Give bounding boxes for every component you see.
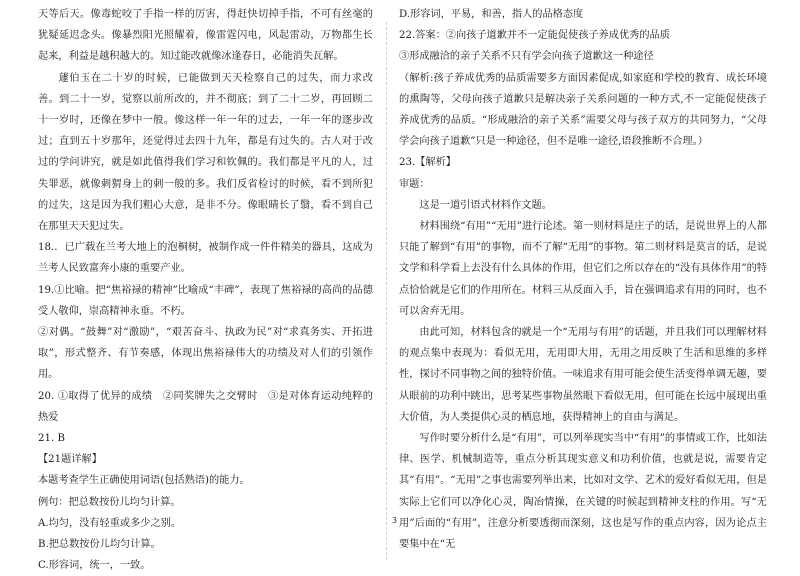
paragraph: 19.①比喻。把“焦裕禄的精神”比喻成“丰碑”，表现了焦裕禄的高尚的品德受人敬仰，崇高精神永垂。不朽。 (38, 284, 373, 317)
paragraph: A.均匀，没有轻重或多少之别。 (38, 517, 182, 529)
paragraph: （解析:孩子养成优秀的品质需要多方面因素促成,如家庭和学校的教育、成长环境的熏陶等，父母向孩子道歉只是解决亲子关系问题的一种方式,不一定能促使孩子养成优秀的品质。“形成融洽的亲子关系”需要父母与孩子双方的共同努力，“父母学会向孩子道歉”只是一种途径，但不是唯一途径,语段推断不合理。） (399, 72, 767, 148)
left-column (38, 4, 373, 576)
paragraph: 【21题详解】 (38, 454, 102, 466)
paragraph: 审题： (399, 178, 430, 190)
page-number: 3 (392, 516, 398, 525)
paragraph: 21. B (38, 433, 65, 445)
paragraph: 22.答案：②向孩子道歉并不一定能促使孩子养成优秀的品质 (399, 30, 670, 42)
paragraph: 本题考查学生正确使用词语(包括熟语)的能力。 (38, 475, 250, 487)
paragraph: ②对偶。“鼓舞”对“激励”，“艰苦奋斗、执政为民”对“求真务实、开拓进取”，形式整齐、有节奏感，体现出焦裕禄伟大的功绩及对人们的引领作用。 (38, 327, 373, 381)
paragraph: B.把总数按份儿均匀计算。 (38, 539, 161, 551)
paragraph: 蘧伯玉在二十岁的时候，已能做到天天检察自己的过失，而力求改善。到二十一岁，觉察以前所改的，并不彻底；到了二十二岁，再回顾二十一岁时，还像在梦中一般。像这样一年一年的过去，一年一年的逐步改过；直到五十岁那年，还觉得过去四十九年，都是有过失的。古人对于改过的学问讲究，就是如此值得我们学习和钦佩的。我们都是平凡的人，过失罪恶，就像刺猬身上的刺一般的多。我们反省检讨的时候，看不到所犯的过失，这是因为我们粗心大意，是非不分。像眼睛长了翳，看不到自己在那里天天犯过失。 (38, 72, 373, 233)
paragraph: 天等后天。像毒蛇咬了手指一样的厉害，得赶快切掉手指，不可有丝毫的犹疑延迟念头。像暴烈阳光照耀着，像雷霆闪电，风起雷动，万物都生长起来，利益是越积越大的。知过能改就像冰逢春日，必能消失瓦解。 (38, 9, 373, 63)
paragraph: 23.【解析】 (399, 157, 456, 169)
paragraph: C.形容词，统一，一致。 (38, 560, 151, 572)
paragraph: ③形成融洽的亲子关系不只有学会向孩子道歉这一种途径 (399, 51, 654, 63)
paragraph: D.形容词，平易，和善，指人的品格态度 (399, 9, 584, 20)
paragraph: 例句：把总数按份儿均匀计算。 (38, 496, 181, 508)
paragraph: 这是一道引语式材料作文题。 (419, 199, 552, 211)
paragraph: 18.．已广载在兰考大地上的泡桐树，被制作成一件件精美的器具，这成为兰考人民致富奔小康的重要产业。 (38, 242, 373, 275)
column-divider (386, 22, 387, 560)
paragraph: 写作时要分析什么是“有用”，可以列举现实当中“有用”的事情或工作，比如法律、医学、机械制造等，重点分析其现实意义和功利价值，也就是说，需要肯定其“有用”。“无用”之事也需要列举出来，比如对文学、艺术的爱好看似无用，但是实际上它们可以净化心灵，陶冶情操，在关键的时候起到精神支柱的作用。写“无用”后面的“有用”，注意分析要透彻而深刻，这也是写作的重点内容，因为论点主要集中在“无 (399, 433, 767, 551)
paragraph: 材料围绕“有用”“无用”进行论述。第一则材料是庄子的话，是说世界上的人都只能了解到“有用”的事物，而不了解“无用”的事物。第二则材料是莫言的话，是说文学和科学看上去没有什么具体的作用，但它们之所以存在的“没有具体作用”的特点恰恰就是它们的作用所在。材料三从反面入手，旨在强调追求有用的同时，也不可以舍弃无用。 (399, 221, 767, 317)
paragraph: 20. ①取得了优异的成绩 ②同奖牌失之交臂时 ③是对体育运动纯粹的热爱 (38, 390, 373, 423)
right-column (399, 4, 767, 555)
paragraph: 由此可知，材料包含的就是一个“无用与有用”的话题，并且我们可以理解材料的观点集中表现为：看似无用，无用即大用，无用之用反映了生活和思维的多样性，探讨不同事物之间的独特价值。一味追求有用可能会使生活变得单调无趣，要从眼前的功利中跳出，思考某些事物虽然眼下看似无用，但可能在长远中展现出重大价值，为人类提供心灵的栖息地，获得精神上的自由与满足。 (399, 327, 767, 423)
